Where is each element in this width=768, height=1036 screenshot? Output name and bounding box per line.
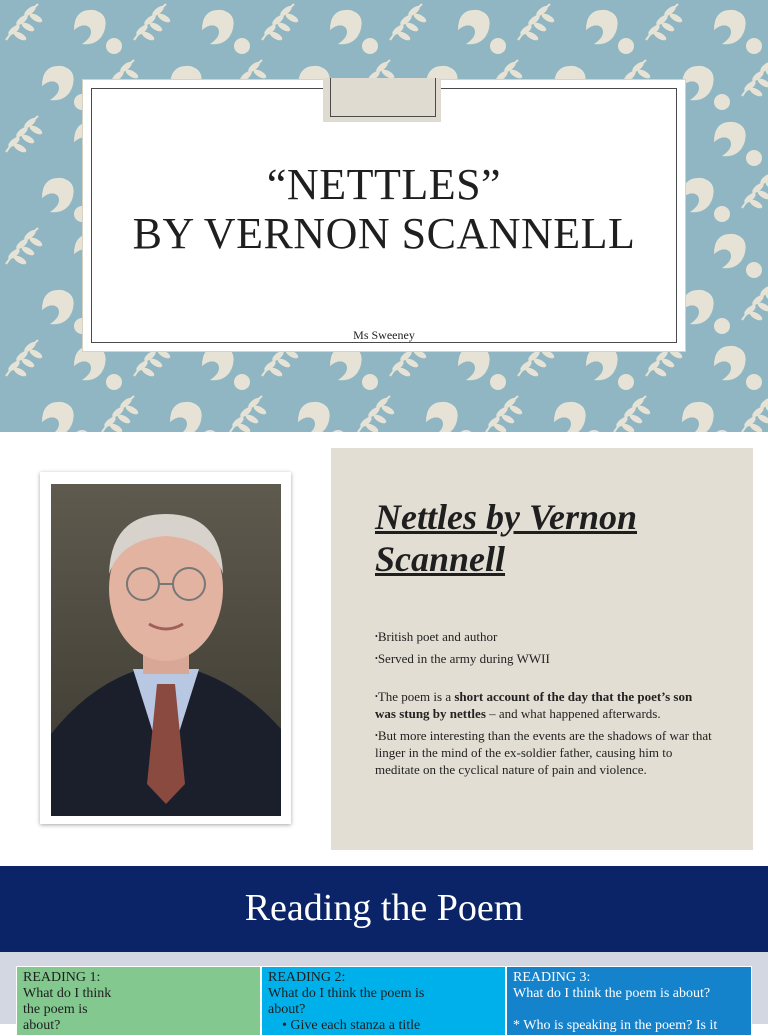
pattern-motif	[358, 396, 396, 432]
pattern-motif	[102, 396, 140, 432]
pattern-motif	[554, 402, 602, 432]
reading-banner	[0, 866, 768, 952]
poet-info-slide	[0, 432, 768, 864]
reading-title: Reading the Poem	[244, 887, 524, 929]
pattern-motif	[170, 402, 218, 432]
bullet-item: •The poem is a short account of the day that the poet’s son was stung by nettles – and what happened afterwards.	[375, 689, 693, 721]
pattern-motif	[330, 10, 378, 54]
info-panel	[331, 448, 753, 850]
author-subtitle: Ms Sweeney	[353, 328, 415, 342]
info-bullets	[375, 628, 715, 783]
pattern-motif	[262, 4, 300, 42]
pattern-motif	[714, 122, 762, 166]
pattern-motif	[742, 284, 768, 322]
pattern-motif	[682, 402, 730, 432]
reading-cell-2: READING 2: What do I think the poem is about? • Give each stanza a title	[261, 966, 506, 1036]
pattern-motif	[714, 10, 762, 54]
pattern-motif	[134, 4, 172, 42]
reading-cell-3: READING 3: What do I think the poem is about? * Who is speaking in the poem? Is it	[506, 966, 752, 1036]
pattern-motif	[74, 10, 122, 54]
pattern-motif	[614, 396, 652, 432]
portrait-photo-icon	[51, 484, 281, 816]
pattern-motif	[742, 60, 768, 98]
pattern-motif	[74, 346, 122, 390]
title-line-1: “NETTLES”	[266, 160, 502, 209]
pattern-motif	[714, 346, 762, 390]
pattern-motif	[742, 172, 768, 210]
pattern-motif	[682, 290, 730, 334]
bullet-item: •Served in the army during WWII	[375, 651, 550, 666]
pattern-motif	[458, 346, 506, 390]
title-line-2: BY VERNON SCANNELL	[132, 209, 636, 258]
pattern-motif	[230, 396, 268, 432]
pattern-motif	[6, 340, 44, 378]
pattern-motif	[682, 178, 730, 222]
title-card	[83, 80, 685, 351]
title-card-tab	[323, 78, 441, 122]
reading-table	[16, 966, 752, 1036]
slide-title	[83, 160, 685, 258]
pattern-motif	[330, 346, 378, 390]
pattern-motif	[390, 4, 428, 42]
pattern-motif	[6, 228, 44, 266]
pattern-motif	[202, 10, 250, 54]
pattern-motif	[518, 4, 556, 42]
pattern-motif	[6, 116, 44, 154]
pattern-motif	[202, 346, 250, 390]
bullet-item: •But more interesting than the events are the shadows of war that linger in the mind of the ex-soldier father, causing him to meditate on the cyclical nature of pain and violence.	[375, 728, 712, 777]
title-slide	[0, 0, 768, 432]
pattern-motif	[426, 402, 474, 432]
poet-photo-frame	[40, 472, 291, 824]
reading-slide	[0, 866, 768, 1033]
pattern-motif	[714, 234, 762, 278]
pattern-motif	[298, 402, 346, 432]
info-heading: Nettles by Vernon Scannell	[375, 497, 638, 579]
pattern-motif	[458, 10, 506, 54]
pattern-motif	[586, 346, 634, 390]
bullet-item: •British poet and author	[375, 629, 498, 644]
pattern-motif	[586, 10, 634, 54]
pattern-motif	[42, 402, 90, 432]
pattern-motif	[6, 4, 44, 42]
pattern-motif	[682, 66, 730, 110]
pattern-motif	[486, 396, 524, 432]
pattern-motif	[742, 396, 768, 432]
reading-cell-1: READING 1: What do I think the poem is about?	[16, 966, 261, 1036]
pattern-motif	[646, 4, 684, 42]
